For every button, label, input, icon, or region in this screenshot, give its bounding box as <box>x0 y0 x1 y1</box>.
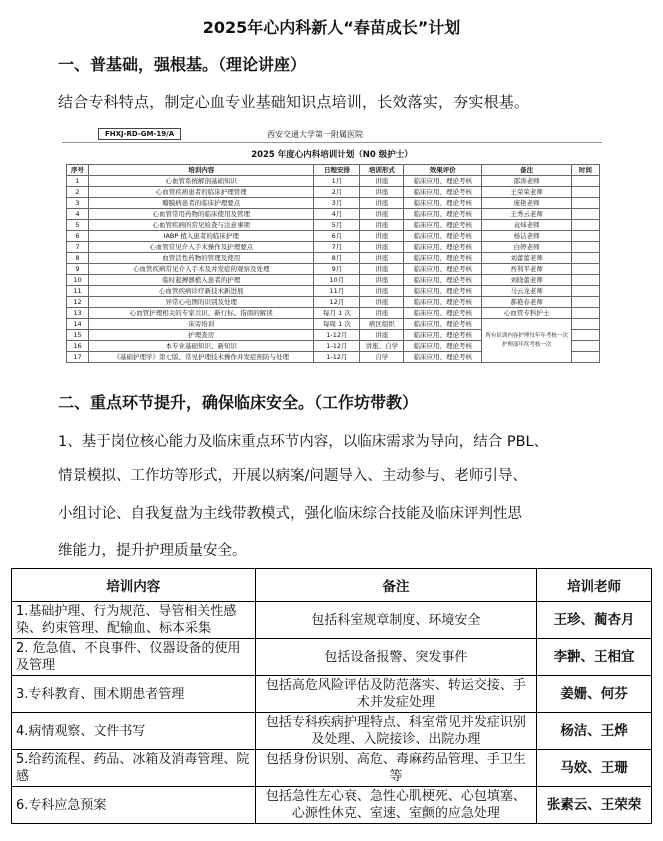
remark-cell: 包括高危风险评估及防范落实、转运交接、手术并发症处理 <box>255 676 537 713</box>
table-cell: 杨洁老师 <box>482 231 572 242</box>
table-cell: 1 <box>67 176 89 187</box>
table-cell <box>571 330 599 341</box>
scan-table-row <box>67 264 600 275</box>
scan-table-row <box>67 209 600 220</box>
table-cell: 临床应用、理论考核 <box>404 264 482 275</box>
table-row <box>12 602 652 639</box>
table-cell: 13 <box>67 308 89 319</box>
training-content-cell: 6.专科应急预案 <box>12 787 256 824</box>
table-cell: 临床应用、理论考核 <box>404 176 482 187</box>
table-cell: 12月 <box>314 297 360 308</box>
table-row <box>12 787 652 824</box>
table-cell: 6 <box>67 231 89 242</box>
table-cell: 15 <box>67 330 89 341</box>
table-cell: 临床应用、理论考核 <box>404 231 482 242</box>
scan-table-row <box>67 275 600 286</box>
col-header: 日程安排 <box>314 165 360 176</box>
scan-table-row <box>67 319 600 330</box>
table-cell: 临床应用、理论考核 <box>404 253 482 264</box>
table-cell: 讲座 <box>360 297 404 308</box>
table-cell: 讲座 <box>360 330 404 341</box>
table-row <box>12 676 652 713</box>
table-cell: 讲座 <box>360 275 404 286</box>
section2-line: 情景模拟、工作坊等形式，开展以病案/问题导入、主动参与、老师引导、 <box>58 468 527 484</box>
remark-cell: 包括身份识别、高危、毒麻药品管理、手卫生等 <box>255 750 537 787</box>
table-cell: 讲座、自学 <box>360 341 404 352</box>
table-cell: 临床应用、理论考核 <box>404 275 482 286</box>
table-cell <box>571 286 599 297</box>
table-cell: 袁炜老师 <box>482 220 572 231</box>
section1-heading: 一、普基础，强根基。（理论讲座） <box>58 55 307 74</box>
table-cell: 王荣荣老师 <box>482 187 572 198</box>
table-cell: 讲座 <box>360 220 404 231</box>
table-cell: 11 <box>67 286 89 297</box>
table-cell: 临床应用、理论考核 <box>404 242 482 253</box>
table-cell <box>571 319 599 330</box>
table-cell: 11月 <box>314 286 360 297</box>
training-content-cell: 1.基础护理、行为规范、导管相关性感染、约束管理、配输血、标本采集 <box>12 602 256 639</box>
teacher-cell: 姜姗、何芬 <box>537 676 652 713</box>
table-cell: 临床应用、理论考核 <box>404 297 482 308</box>
table-cell: 临床应用、理论考核 <box>404 286 482 297</box>
scan-title: 2025 年度心内科培训计划（N0 级护士） <box>251 150 413 160</box>
table-cell: 讲座 <box>360 187 404 198</box>
table-cell: 讲座 <box>360 198 404 209</box>
table-cell <box>571 198 599 209</box>
col-header: 效果评价 <box>404 165 482 176</box>
table-cell: 6月 <box>314 231 360 242</box>
scan-table-row <box>67 253 600 264</box>
table-cell: 7 <box>67 242 89 253</box>
teacher-cell: 杨洁、王烨 <box>537 713 652 750</box>
scanned-training-plan <box>62 126 602 372</box>
remark-cell: 包括专科疾病护理特点、科室常见并发症识别及处理、入院接诊、出院办理 <box>255 713 537 750</box>
table-cell: 8月 <box>314 253 360 264</box>
table-cell: 2 <box>67 187 89 198</box>
table-cell: 刘蕾蕾老师 <box>482 253 572 264</box>
table-cell <box>571 297 599 308</box>
section2-line: 小组讨论、自我复盘为主线带教模式，强化临床综合技能及临床评判性思 <box>58 506 522 522</box>
table-cell <box>571 220 599 231</box>
table-cell: 讲座 <box>360 264 404 275</box>
col-header: 培训内容 <box>12 569 256 602</box>
table-cell: 3 <box>67 198 89 209</box>
teacher-cell: 张素云、王荣荣 <box>537 787 652 824</box>
table-cell: 3月 <box>314 198 360 209</box>
table-cell: 瓣膜病患者的临床护理要点 <box>88 198 314 209</box>
hospital-name: 西安交通大学第一附属医院 <box>267 130 363 139</box>
col-header: 序号 <box>67 165 89 176</box>
section1-text: 结合专科特点，制定心血专业基础知识点培训，长效落实，夯实根基。 <box>58 93 530 111</box>
table-cell: 每月 1 次 <box>314 308 360 319</box>
table-cell: 17 <box>67 352 89 363</box>
scan-table-row <box>67 286 600 297</box>
workshop-table-header <box>12 569 652 602</box>
scan-table-row <box>67 297 600 308</box>
table-cell: 病区组织 <box>360 319 404 330</box>
table-cell: 讲座 <box>360 209 404 220</box>
table-cell: 每周 1 次 <box>314 319 360 330</box>
table-cell: 5 <box>67 220 89 231</box>
table-cell: 郝艳春老师 <box>482 297 572 308</box>
scan-table-row <box>67 231 600 242</box>
table-cell: 临床应用、理论考核 <box>404 341 482 352</box>
table-row <box>12 750 652 787</box>
table-cell <box>571 231 599 242</box>
table-cell: 16 <box>67 341 89 352</box>
table-cell: 临床应用、理论考核 <box>404 308 482 319</box>
table-cell: IABP 植入患者的临床护理 <box>88 231 314 242</box>
teacher-cell: 李翀、王相宜 <box>537 639 652 676</box>
table-cell: 吾利平老师 <box>482 264 572 275</box>
remark-cell: 包括科室规章制度、环境安全 <box>255 602 537 639</box>
table-cell: 1月 <box>314 176 360 187</box>
table-cell: 5月 <box>314 220 360 231</box>
col-header: 时间 <box>571 165 599 176</box>
table-cell <box>571 352 599 363</box>
training-content-cell: 3.专科教育、围术期患者管理 <box>12 676 256 713</box>
table-cell: 讲座 <box>360 253 404 264</box>
table-cell: 临床应用、理论考核 <box>404 187 482 198</box>
table-cell: 庞艳老师 <box>482 198 572 209</box>
table-cell: 讲座 <box>360 286 404 297</box>
table-cell <box>571 209 599 220</box>
table-cell: 4月 <box>314 209 360 220</box>
col-header: 培训形式 <box>360 165 404 176</box>
table-cell: 床旁培训 <box>88 319 314 330</box>
training-content-cell: 2. 危急值、不良事件、仪器设备的使用及管理 <box>12 639 256 676</box>
col-header: 备注 <box>482 165 572 176</box>
table-cell: 临床应用、理论考核 <box>404 198 482 209</box>
table-cell: 9月 <box>314 264 360 275</box>
table-cell: 心血管疾病的常见检查与注意事项 <box>88 220 314 231</box>
table-cell: 2月 <box>314 187 360 198</box>
table-cell: 本专业基础知识、新知识 <box>88 341 314 352</box>
section2-line: 1、基于岗位核心能力及临床重点环节内容，以临床需求为导向，结合 PBL、 <box>58 434 549 450</box>
table-cell <box>571 253 599 264</box>
table-cell: 心血管护理相关的专家共识、新行标、指南的解读 <box>88 308 314 319</box>
table-cell: 临床应用、理论考核 <box>404 220 482 231</box>
table-row <box>12 713 652 750</box>
table-cell: 10 <box>67 275 89 286</box>
workshop-table <box>11 568 652 824</box>
scan-table-row <box>67 220 600 231</box>
table-cell: 心血管专科护士 <box>482 308 572 319</box>
table-cell: 临时起搏器植入患者的护理 <box>88 275 314 286</box>
training-content-cell: 5.给药流程、药品、冰箱及消毒管理、院感 <box>12 750 256 787</box>
table-cell: 1-12月 <box>314 341 360 352</box>
table-cell: 《基础护理学》第七版、常见护理技术操作并发症预防与处理 <box>88 352 314 363</box>
scan-table-row <box>67 242 600 253</box>
table-cell: 讲座 <box>360 176 404 187</box>
table-cell: 8 <box>67 253 89 264</box>
header-rule <box>62 142 602 143</box>
table-cell <box>571 242 599 253</box>
scan-table <box>66 164 600 363</box>
table-cell: 9 <box>67 264 89 275</box>
table-cell: 1-12月 <box>314 330 360 341</box>
scan-table-row <box>67 308 600 319</box>
table-cell: 心血管常用药物的临床使用及管理 <box>88 209 314 220</box>
table-cell: 白婷老师 <box>482 242 572 253</box>
table-cell: 异常心电图的识别及处理 <box>88 297 314 308</box>
col-header: 备注 <box>255 569 537 602</box>
table-cell: 临床应用、理论考核 <box>404 209 482 220</box>
table-cell: 王秀云老师 <box>482 209 572 220</box>
table-cell: 14 <box>67 319 89 330</box>
scan-table-header <box>67 165 600 176</box>
section2-heading: 二、重点环节提升，确保临床安全。（工作坊带教） <box>58 393 419 412</box>
remark-cell: 包括急性左心衰、急性心肌梗死、心包填塞、心源性休克、室速、室颤的应急处理 <box>255 787 537 824</box>
table-cell: 心血管疾病患者的临床护理管理 <box>88 187 314 198</box>
table-cell: 4 <box>67 209 89 220</box>
table-cell: 临床应用、理论考核 <box>404 352 482 363</box>
table-cell: 护理查房 <box>88 330 314 341</box>
table-cell: 临床应用、理论考核 <box>404 319 482 330</box>
table-cell: 心血管疾病常见介入手术及并发症的观察及处理 <box>88 264 314 275</box>
scan-table-row <box>67 176 600 187</box>
table-cell: 心血管疾病诊疗新技术新进展 <box>88 286 314 297</box>
table-cell: 自学 <box>360 352 404 363</box>
table-cell: 讲座 <box>360 242 404 253</box>
col-header: 培训老师 <box>537 569 652 602</box>
table-cell <box>571 187 599 198</box>
table-cell: 邵涛老师 <box>482 176 572 187</box>
col-header: 培训内容 <box>88 165 314 176</box>
table-cell: 10月 <box>314 275 360 286</box>
teacher-cell: 马姣、王珊 <box>537 750 652 787</box>
table-cell <box>571 264 599 275</box>
table-cell: 刘晓蕾老师 <box>482 275 572 286</box>
table-cell: 血管活性药物的管理及使用 <box>88 253 314 264</box>
table-cell: 12 <box>67 297 89 308</box>
table-cell: 心血管系统解剖基础知识 <box>88 176 314 187</box>
table-row <box>12 639 652 676</box>
document-code: FHXJ-RD-GM-19/A <box>98 128 181 140</box>
table-cell: 讲座 <box>360 308 404 319</box>
table-cell: 马云龙老师 <box>482 286 572 297</box>
section2-line: 维能力，提升护理质量安全。 <box>58 543 247 559</box>
scan-table-row <box>67 187 600 198</box>
training-content-cell: 4.病情观察、文件书写 <box>12 713 256 750</box>
table-cell <box>571 275 599 286</box>
table-cell <box>571 341 599 352</box>
table-cell <box>571 308 599 319</box>
scan-note: 所有培训内容护理每年年考核一次护理部年终考核一次 <box>482 319 572 363</box>
table-cell: 临床应用、理论考核 <box>404 330 482 341</box>
page-title: 2025年心内科新人“春苗成长”计划 <box>202 18 461 37</box>
scan-table-row <box>67 198 600 209</box>
remark-cell: 包括设备报警、突发事件 <box>255 639 537 676</box>
table-cell: 讲座 <box>360 231 404 242</box>
table-cell: 7月 <box>314 242 360 253</box>
table-cell: 1-12月 <box>314 352 360 363</box>
table-cell <box>571 176 599 187</box>
teacher-cell: 王珍、蔺杏月 <box>537 602 652 639</box>
table-cell: 心血管常见介入手术操作及护理要点 <box>88 242 314 253</box>
